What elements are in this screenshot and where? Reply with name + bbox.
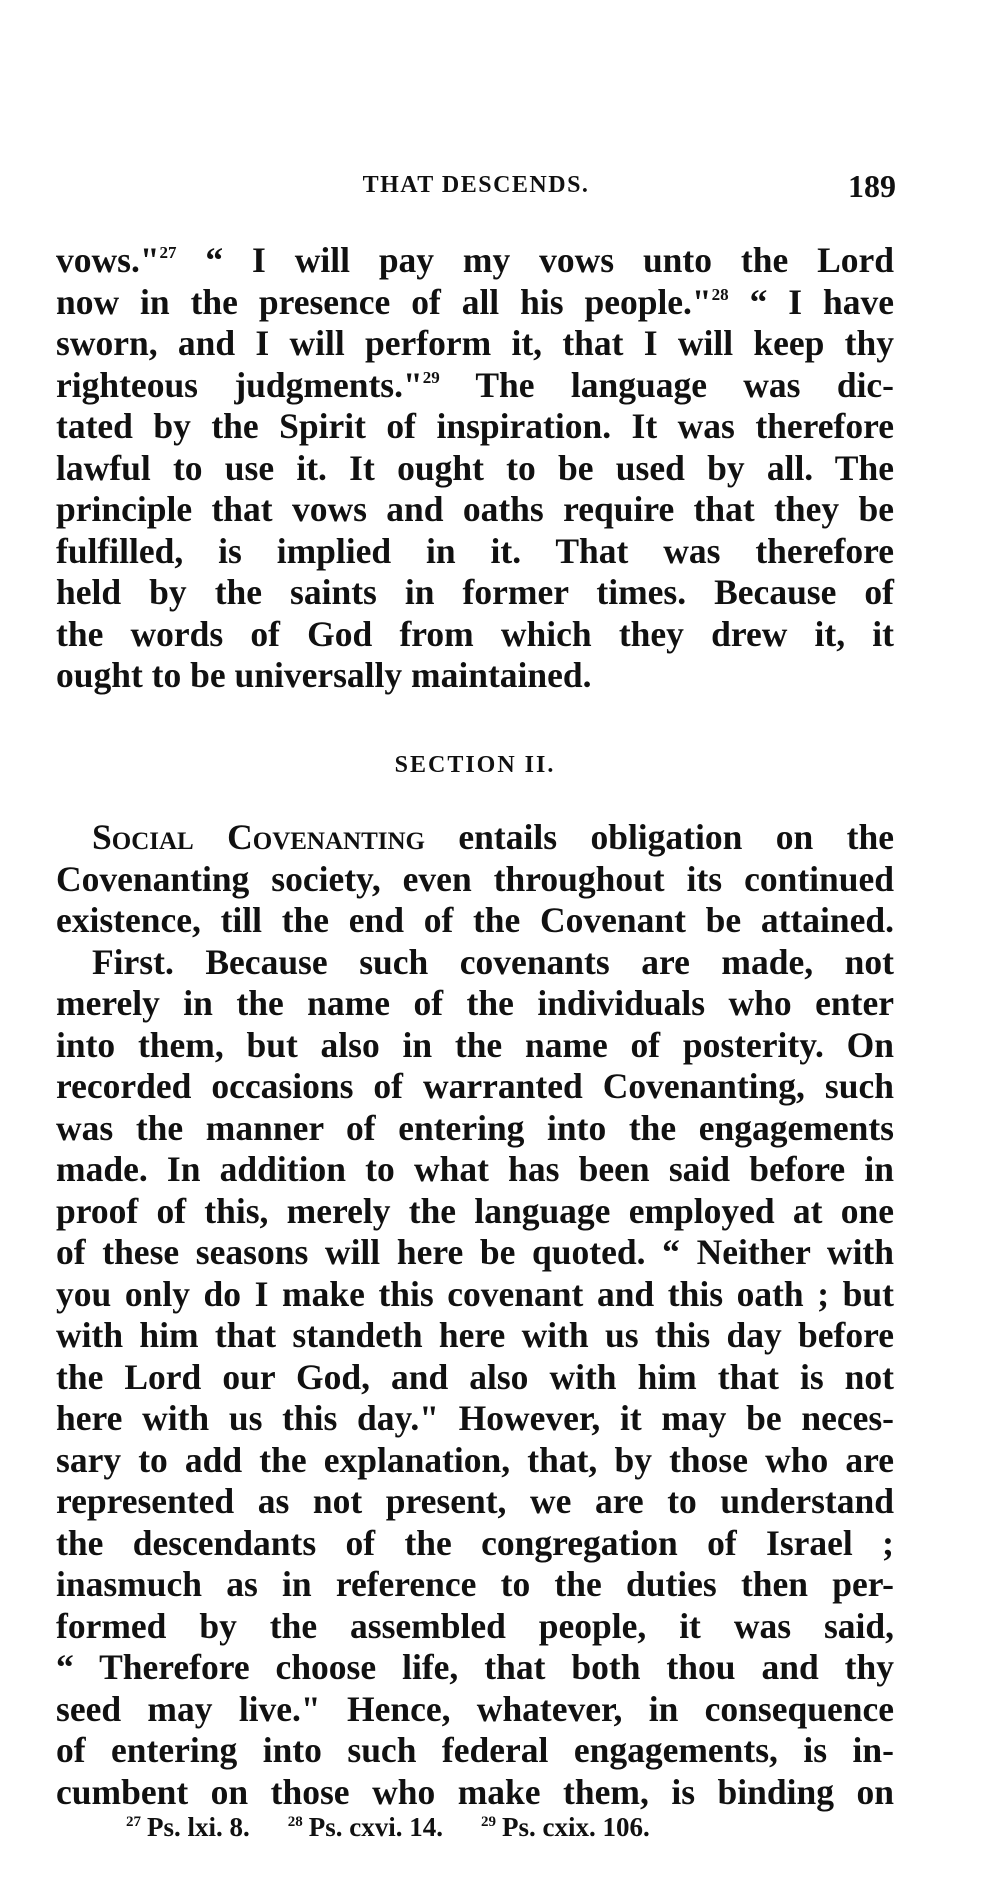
text-segment: “ I have bbox=[728, 281, 894, 322]
text-segment: recorded occasions of warranted Covenanting, such bbox=[56, 1066, 894, 1106]
text-line bbox=[56, 1149, 894, 1191]
text-segment: The language was dic- bbox=[439, 364, 895, 405]
text-segment: “ I will pay my vows unto the Lord bbox=[176, 240, 894, 280]
text-segment: of these seasons will here be quoted. “ Neither with bbox=[56, 1232, 894, 1272]
text-segment: fulfilled, is implied in it. That was therefore bbox=[56, 530, 894, 571]
text-segment: sworn, and I will perform it, that I will keep thy bbox=[56, 323, 894, 363]
text-line bbox=[56, 1772, 894, 1814]
footnote-reference: 27 bbox=[159, 243, 177, 262]
text-segment: now in the presence of all his people." bbox=[56, 281, 712, 322]
footnote-text: Ps. cxvi. 14. bbox=[308, 1812, 444, 1842]
section-heading: SECTION II. bbox=[394, 752, 556, 778]
text-line bbox=[56, 1315, 894, 1357]
text-segment: inasmuch as in reference to the duties then per- bbox=[56, 1564, 894, 1604]
text-line bbox=[56, 1274, 894, 1316]
text-segment: merely in the name of the individuals who enter bbox=[56, 983, 894, 1023]
text-line bbox=[56, 1481, 894, 1523]
text-segment: lawful to use it. It ought to be used by all. The bbox=[56, 447, 894, 488]
footnote-text: Ps. lxi. 8. bbox=[147, 1812, 250, 1842]
paragraph-social-covenanting bbox=[56, 817, 894, 1813]
text-segment: seed may live." Hence, whatever, in consequence bbox=[56, 1688, 894, 1729]
text-line bbox=[56, 240, 894, 282]
page-number: 189 bbox=[848, 168, 896, 204]
text-line bbox=[56, 1606, 894, 1648]
text-segment: into them, but also in the name of posterity. On bbox=[56, 1024, 894, 1065]
footnote-reference: 28 bbox=[711, 284, 729, 304]
text-line bbox=[56, 983, 894, 1025]
text-line bbox=[56, 282, 894, 324]
text-line bbox=[56, 655, 894, 697]
text-line bbox=[56, 1647, 894, 1689]
footnote bbox=[126, 1812, 250, 1843]
footnote bbox=[288, 1812, 443, 1843]
text-segment: formed by the assembled people, it was said, bbox=[56, 1605, 894, 1646]
text-segment: you only do I make this covenant and this oath ; but bbox=[56, 1273, 894, 1314]
text-line bbox=[56, 1564, 894, 1606]
text-segment: “ Therefore choose life, that both thou and thy bbox=[56, 1647, 894, 1687]
text-segment: represented as not present, we are to understand bbox=[56, 1481, 894, 1521]
text-line bbox=[56, 1191, 894, 1233]
text-segment: vows." bbox=[56, 240, 160, 280]
text-line bbox=[56, 1066, 894, 1108]
text-line bbox=[56, 817, 894, 859]
text-segment: proof of this, merely the language employed at one bbox=[56, 1190, 894, 1231]
text-line bbox=[56, 1689, 894, 1731]
text-line bbox=[56, 489, 894, 531]
text-segment: existence, till the end of the Covenant be attained. bbox=[56, 900, 894, 940]
text-segment: the descendants of the congregation of Israel ; bbox=[56, 1522, 894, 1563]
footnote-text: Ps. cxix. 106. bbox=[502, 1812, 650, 1842]
text-segment: here with us this day." However, it may be neces- bbox=[56, 1398, 894, 1438]
text-segment: cumbent on those who make them, is binding on bbox=[56, 1771, 894, 1812]
text-segment: the words of God from which they drew it, it bbox=[56, 613, 894, 654]
text-line bbox=[56, 1523, 894, 1565]
text-segment: tated by the Spirit of inspiration. It was therefore bbox=[56, 406, 894, 446]
text-segment: righteous judgments." bbox=[56, 364, 423, 405]
running-head bbox=[56, 168, 896, 212]
text-line bbox=[56, 900, 894, 942]
text-line bbox=[56, 448, 894, 490]
text-segment: Covenanting society, even throughout its continued bbox=[56, 858, 894, 899]
text-line bbox=[56, 1232, 894, 1274]
footnote-mark: 27 bbox=[126, 1814, 141, 1830]
text-segment: sary to add the explanation, that, by those who are bbox=[56, 1439, 894, 1480]
text-segment: with him that standeth here with us this day before bbox=[56, 1315, 894, 1355]
text-line bbox=[56, 1730, 894, 1772]
text-line bbox=[56, 406, 894, 448]
text-line bbox=[56, 323, 894, 365]
text-segment: ought to be universally maintained. bbox=[56, 655, 592, 695]
footnote-reference: 29 bbox=[422, 367, 440, 387]
text-segment: the Lord our God, and also with him that is not bbox=[56, 1356, 894, 1397]
running-title: THAT DESCENDS. bbox=[362, 172, 590, 198]
footnote-mark: 28 bbox=[287, 1814, 303, 1830]
text-line bbox=[56, 1108, 894, 1150]
text-line bbox=[56, 614, 894, 656]
text-segment: was the manner of entering into the engagements bbox=[56, 1107, 894, 1148]
text-line bbox=[56, 942, 894, 984]
footnote bbox=[481, 1812, 650, 1843]
text-line bbox=[56, 859, 894, 901]
text-segment: principle that vows and oaths require that they be bbox=[56, 489, 894, 529]
text-segment: of entering into such federal engagements, is in- bbox=[56, 1730, 894, 1770]
text-line bbox=[56, 572, 894, 614]
text-line bbox=[56, 1025, 894, 1067]
text-line bbox=[56, 531, 894, 573]
text-line bbox=[56, 1357, 894, 1399]
paragraph-vows bbox=[56, 240, 894, 697]
footnotes bbox=[126, 1812, 688, 1843]
text-segment: entails obligation on the bbox=[425, 817, 894, 857]
text-line bbox=[56, 1398, 894, 1440]
text-segment: made. In addition to what has been said before in bbox=[56, 1149, 894, 1189]
text-segment: First. Because such covenants are made, not bbox=[92, 941, 894, 982]
footnote-mark: 29 bbox=[481, 1814, 497, 1830]
text-segment: Social Covenanting bbox=[92, 817, 425, 857]
text-line bbox=[56, 365, 894, 407]
text-line bbox=[56, 1440, 894, 1482]
text-segment: held by the saints in former times. Because of bbox=[56, 572, 894, 612]
